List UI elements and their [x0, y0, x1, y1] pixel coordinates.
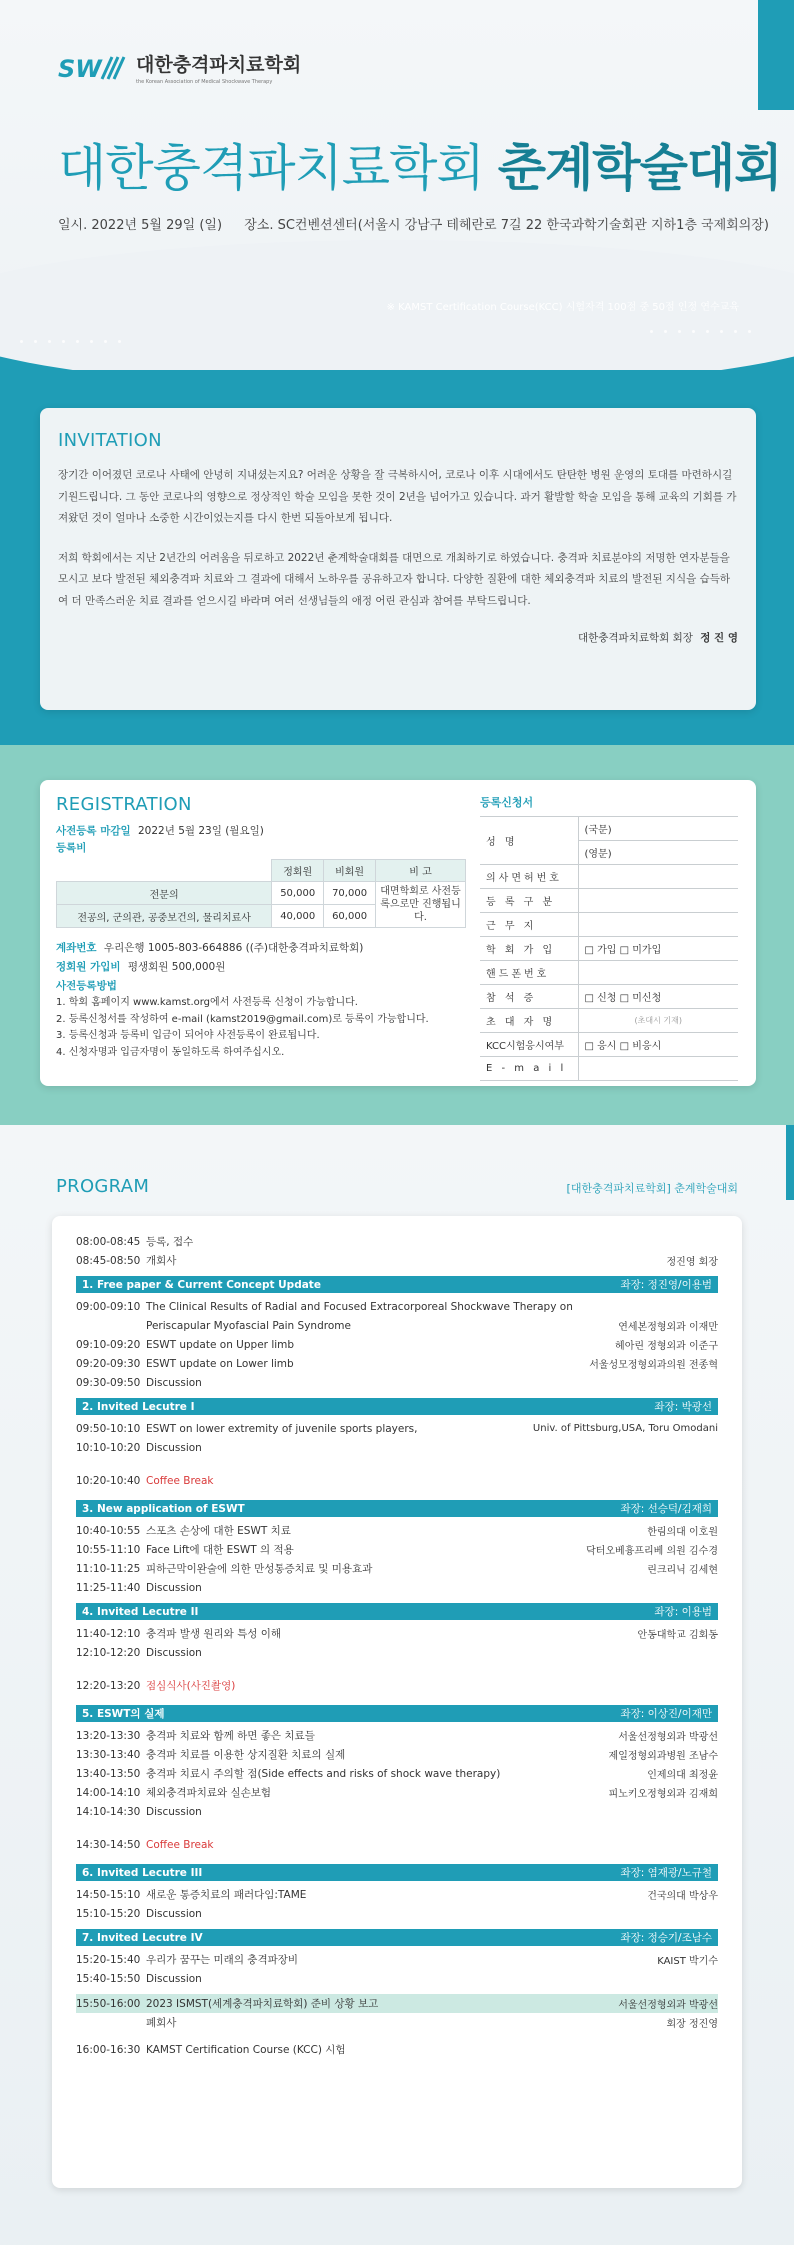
break-title: Coffee Break	[146, 1474, 214, 1487]
session-header	[76, 1276, 718, 1293]
schedule-row	[76, 1297, 718, 1316]
row-title: 등록, 접수	[146, 1236, 194, 1248]
form-label-inviter: 초 대 자 명	[480, 1009, 578, 1033]
sessions	[76, 1276, 718, 1988]
row-title: ESWT update on Upper limb	[146, 1338, 295, 1351]
fee-member: 40,000	[272, 905, 324, 928]
form-label-email: E - m a i l	[480, 1057, 578, 1081]
dot-pattern-bottom	[640, 2180, 746, 2183]
row-speaker: 제일정형외과병원 조남수	[608, 1751, 718, 1762]
dot-pattern-right	[650, 330, 756, 333]
event-date: 일시. 2022년 5월 29일 (일)	[58, 218, 223, 233]
row-time: 14:30-14:50	[76, 1838, 141, 1851]
schedule-row	[76, 1521, 718, 1540]
row-title: 피하근막이완술에 의한 만성통증치료 및 미용효과	[146, 1563, 373, 1575]
fee-member: 50,000	[272, 882, 324, 905]
row-time: 09:30-09:50	[76, 1376, 141, 1389]
form-field-name-kr[interactable]: (국문)	[578, 817, 738, 841]
row-title: The Clinical Results of Radial and Focused Extracorporeal Shockwave Therapy on	[146, 1300, 573, 1313]
row-speaker: 린크리닉 김세현	[647, 1565, 718, 1576]
method-item: 4. 신청자명과 입금자명이 동일하도록 하여주십시오.	[56, 1046, 285, 1058]
schedule-row	[76, 1969, 718, 1988]
row-title: Discussion	[146, 1376, 202, 1389]
break-row	[76, 1676, 718, 1695]
row-title: 새로운 통증치료의 패러다임:TAME	[146, 1889, 307, 1901]
schedule-row	[76, 1624, 718, 1643]
schedule-row	[76, 1373, 718, 1392]
row-title: Discussion	[146, 1581, 202, 1594]
row-time: 09:00-09:10	[76, 1300, 141, 1313]
row-time: 09:10-09:20	[76, 1338, 141, 1351]
schedule-row	[76, 1643, 718, 1662]
row-title: 폐회사	[146, 2017, 177, 2029]
form-label-license: 의사면허번호	[480, 865, 578, 889]
form-field-kcc[interactable]: □ 응시 □ 비응시	[578, 1033, 738, 1057]
schedule-row	[76, 1559, 718, 1578]
deadline-value: 2022년 5월 23일 (월요일)	[138, 825, 264, 837]
row-time: 14:10-14:30	[76, 1805, 141, 1818]
fee-label: 등록비	[56, 842, 87, 854]
form-label-type: 등 록 구 분	[480, 889, 578, 913]
schedule-row	[76, 1904, 718, 1923]
form-label-workplace: 근 무 지	[480, 913, 578, 937]
title-event: 춘계학술대회	[497, 139, 782, 197]
row-time: 10:55-11:10	[76, 1543, 141, 1556]
fee-nonmember: 70,000	[324, 882, 376, 905]
row-time: 13:40-13:50	[76, 1767, 141, 1780]
signature-title: 대한충격파치료학회 회장	[577, 632, 693, 645]
session-header	[76, 1398, 718, 1415]
invitation-signature	[58, 630, 738, 645]
row-time: 11:10-11:25	[76, 1562, 141, 1575]
invitation-paragraph-1: 장기간 이어졌던 코로나 사태에 안녕히 지내셨는지요? 어려운 상황을 잘 극복하시어, 코로나 이후 시대에서도 탄탄한 병원 운영의 토대를 마련하시길 기원드립니다. 그 동안 코로나의 영향으로 정상적인 학술 모임을 못한 것이 2년을 넘어가고 있습니다. 과거 활발할 학술 모임을 통해 교육의 기회를 가져왔던 것이 얼마나 소중한 시간이었는지를 다시 한번 되돌아보게 됩니다.	[58, 469, 737, 525]
row-title: 개회사	[146, 1255, 177, 1267]
session-chair: 좌장: 이상진/이재만	[620, 1708, 712, 1720]
schedule-row	[76, 1578, 718, 1597]
session-header	[76, 1603, 718, 1620]
row-speaker: 건국의대 박상우	[647, 1891, 718, 1902]
row-speaker: 연세본정형외과 이재만	[618, 1322, 718, 1333]
form-field-email[interactable]	[578, 1057, 738, 1081]
row-time: 15:40-15:50	[76, 1972, 141, 1985]
row-title: Discussion	[146, 1646, 202, 1659]
row-time: 10:20-10:40	[76, 1474, 141, 1487]
form-field-workplace[interactable]	[578, 913, 738, 937]
membership-value: 평생회원 500,000원	[127, 961, 226, 973]
schedule-row	[76, 1438, 718, 1457]
fee-type: 전문의	[57, 882, 272, 905]
row-time: 15:20-15:40	[76, 1953, 141, 1966]
form-field-type[interactable]	[578, 889, 738, 913]
fee-type: 전공의, 군의관, 공중보건의, 물리치료사	[57, 905, 272, 928]
session-chair: 좌장: 정진영/이용범	[620, 1279, 712, 1291]
row-time: 10:10-10:20	[76, 1441, 141, 1454]
sw-logo-icon	[58, 53, 128, 83]
schedule-row	[76, 1726, 718, 1745]
row-time: 14:00-14:10	[76, 1786, 141, 1799]
row-speaker: 헤아린 정형외과 이준구	[615, 1341, 718, 1352]
session-chair: 좌장: 이용범	[654, 1606, 712, 1618]
fee-header-blank	[57, 860, 272, 882]
deadline-label: 사전등록 마감일	[56, 825, 131, 837]
row-time: 12:20-13:20	[76, 1679, 141, 1692]
fee-nonmember: 60,000	[324, 905, 376, 928]
session-title: 5. ESWT의 실제	[82, 1708, 165, 1720]
schedule-row	[76, 1802, 718, 1821]
form-field-inviter[interactable]: (초대시 기재)	[578, 1009, 738, 1033]
row-title: 2023 ISMST(세계충격파치료학회) 준비 상황 보고	[146, 1998, 379, 2010]
schedule-row	[76, 1764, 718, 1783]
row-title: ESWT update on Lower limb	[146, 1357, 294, 1370]
program-schedule	[76, 1232, 718, 2059]
break-row	[76, 1835, 718, 1854]
row-time: 13:30-13:40	[76, 1748, 141, 1761]
row-speaker: Univ. of Pittsburg,USA, Toru Omodani	[532, 1423, 718, 1434]
row-time: 10:40-10:55	[76, 1524, 141, 1537]
row-title: ESWT on lower extremity of juvenile sports players,	[146, 1422, 418, 1435]
program-corner-accent	[786, 1125, 794, 1200]
program-event-label: [대한충격파치료학회] 춘계학술대회	[566, 1182, 738, 1195]
row-speaker: KAIST 박기수	[657, 1956, 718, 1967]
schedule-row	[76, 1783, 718, 1802]
event-info	[58, 214, 769, 233]
certification-note: ※ KAMST Certification Course(KCC) 시험자격 100점 중 50점 인정 연수교육	[386, 302, 739, 313]
row-title: Discussion	[146, 1805, 202, 1818]
schedule-row	[76, 1232, 718, 1251]
session-chair: 좌장: 정승기/조남수	[620, 1932, 712, 1944]
schedule-row	[76, 1745, 718, 1764]
row-time: 08:00-08:45	[76, 1235, 141, 1248]
method-item: 1. 학회 홈페이지 www.kamst.org에서 사전등록 신청이 가능합니다.	[56, 997, 358, 1008]
schedule-row	[76, 1419, 718, 1438]
form-label-name: 성 명	[480, 817, 578, 865]
form-label-phone: 핸드폰번호	[480, 961, 578, 985]
row-title: 충격파 발생 원리와 특성 이해	[146, 1628, 282, 1640]
row-time: 15:10-15:20	[76, 1907, 141, 1920]
schedule-row	[76, 1335, 718, 1354]
session-chair: 좌장: 박광선	[654, 1401, 712, 1413]
row-time: 09:50-10:10	[76, 1422, 141, 1435]
schedule-row	[76, 1885, 718, 1904]
row-time: 16:00-16:30	[76, 2043, 141, 2056]
form-field-membership[interactable]: □ 가입 □ 미가입	[578, 937, 738, 961]
title-society: 대한충격파치료학회	[58, 139, 484, 197]
row-speaker: 닥터오베흉프리베 의원 김수경	[586, 1546, 718, 1557]
invitation-card	[40, 408, 756, 710]
logo-subtitle: the Korean Association of Medical Shockwave Therapy	[136, 79, 273, 85]
schedule-row	[76, 1950, 718, 1969]
logo-name: 대한충격파치료학회	[136, 54, 302, 76]
row-time: 08:45-08:50	[76, 1254, 141, 1267]
row-speaker: 서울선정형외과 박광선	[618, 1732, 718, 1743]
application-form	[480, 794, 738, 1081]
form-field-badge[interactable]: □ 신청 □ 미신청	[578, 985, 738, 1009]
schedule-row-highlight	[76, 1994, 718, 2013]
schedule-row	[76, 2013, 718, 2032]
session-header	[76, 1500, 718, 1517]
row-title: 충격파 치료와 함께 하면 좋은 치료들	[146, 1730, 315, 1742]
registration-heading: REGISTRATION	[56, 794, 192, 815]
row-title: 충격파 치료를 이용한 상지질환 치료의 실제	[146, 1749, 346, 1761]
invitation-paragraph-2: 저희 학회에서는 지난 2년간의 어려움을 뒤로하고 2022년 춘계학술대회를 대면으로 개최하기로 하였습니다. 충격파 치료분야의 저명한 연자분들을 모시고 보다 발전된 체외충격파 치료와 그 결과에 대해서 노하우를 공유하고자 합니다. 다양한 질환에 대한 체외충격파 치료의 발전된 지식을 습득하여 더 만족스러운 치료 결과를 얻으시길 바라며 여러 선생님들의 애정 어린 관심과 참여를 부탁드립니다.	[58, 551, 730, 607]
row-time: 11:40-12:10	[76, 1627, 141, 1640]
session-chair: 좌장: 염재광/노규철	[620, 1867, 712, 1879]
row-speaker: 서울선정형외과 박광선	[618, 2000, 718, 2011]
form-label-badge: 참 석 증	[480, 985, 578, 1009]
break-title: Coffee Break	[146, 1838, 214, 1851]
row-speaker: 인제의대 최정윤	[647, 1770, 718, 1781]
society-logo	[58, 50, 301, 85]
row-speaker: 서울성모정형외과의원 전종혁	[589, 1360, 718, 1371]
row-title: 스포츠 손상에 대한 ESWT 치료	[146, 1525, 291, 1537]
session-title: 6. Invited Lecutre III	[82, 1866, 203, 1879]
row-title: 우리가 꿈꾸는 미래의 충격파장비	[146, 1954, 299, 1966]
session-title: 2. Invited Lecutre I	[82, 1400, 195, 1413]
form-field-license[interactable]	[578, 865, 738, 889]
form-table	[480, 816, 738, 1081]
row-title: Discussion	[146, 1907, 202, 1920]
row-time: 14:50-15:10	[76, 1888, 141, 1901]
event-title	[58, 128, 782, 200]
registration-card	[40, 780, 756, 1086]
session-title: 3. New application of ESWT	[82, 1502, 245, 1515]
schedule-row	[76, 1251, 718, 1270]
schedule-row	[76, 1540, 718, 1559]
row-speaker: 안동대학교 김회동	[637, 1630, 718, 1641]
session-header	[76, 1705, 718, 1722]
hero-banner	[0, 0, 794, 370]
break-row	[76, 1471, 718, 1490]
fee-header-member: 정회원	[272, 860, 324, 882]
schedule-row	[76, 1354, 718, 1373]
method-item: 3. 등록신청과 등록비 입금이 되어야 사전등록이 완료됩니다.	[56, 1030, 320, 1041]
session-header	[76, 1929, 718, 1946]
schedule-row	[76, 2040, 718, 2059]
method-label: 사전등록방법	[56, 980, 117, 992]
dot-pattern-left	[20, 340, 126, 343]
event-venue: 장소. SC컨벤션센터(서울시 강남구 테헤란로 7길 22 한국과학기술회관 지하1층 국제회의장)	[244, 218, 769, 233]
session-title: 7. Invited Lecutre IV	[82, 1931, 203, 1944]
method-item: 2. 등록신청서를 작성하여 e-mail (kamst2019@gmail.com)로 등록이 가능합니다.	[56, 1013, 429, 1025]
fee-table	[56, 859, 466, 928]
row-time: 13:20-13:30	[76, 1729, 141, 1742]
svg-text:SW: SW	[58, 54, 102, 83]
corner-accent	[758, 0, 794, 110]
signature-name: 정 진 영	[700, 632, 738, 645]
row-speaker: 피노키오정형외과 김재희	[608, 1789, 718, 1800]
account-label: 계좌번호	[56, 942, 97, 954]
form-heading: 등록신청서	[480, 796, 534, 809]
row-title: Discussion	[146, 1972, 202, 1985]
membership-label: 정회원 가입비	[56, 961, 121, 973]
row-time: 15:50-16:00	[76, 1997, 141, 2010]
form-field-phone[interactable]	[578, 961, 738, 985]
row-speaker: 한림의대 이호원	[647, 1527, 718, 1538]
session-header	[76, 1864, 718, 1881]
row-title: Discussion	[146, 1441, 202, 1454]
session-title: 4. Invited Lecutre II	[82, 1605, 199, 1618]
form-field-name-en[interactable]: (영문)	[578, 841, 738, 865]
row-title: Face Lift에 대한 ESWT 의 적용	[146, 1544, 294, 1556]
row-title: 충격파 치료시 주의할 점(Side effects and risks of shock wave therapy)	[146, 1768, 501, 1780]
fee-note: 대면학회로 사전등록으로만 진행됩니다.	[376, 882, 466, 928]
row-title: 체외충격파치료와 실손보험	[146, 1787, 272, 1799]
program-heading: PROGRAM	[56, 1176, 150, 1197]
row-title: KAMST Certification Course (KCC) 시험	[146, 2044, 346, 2056]
account-value: 우리은행 1005-803-664886 ((주)대한충격파치료학회)	[103, 942, 364, 954]
row-time: 12:10-12:20	[76, 1646, 141, 1659]
schedule-row	[76, 1316, 718, 1335]
row-time: 09:20-09:30	[76, 1357, 141, 1370]
fee-header-note: 비 고	[376, 860, 466, 882]
invitation-heading: INVITATION	[58, 430, 162, 451]
form-label-membership: 학 회 가 입	[480, 937, 578, 961]
row-speaker: 정진영 회장	[666, 1257, 718, 1268]
form-label-kcc: KCC시험응시여부	[480, 1033, 578, 1057]
session-title: 1. Free paper & Current Concept Update	[82, 1278, 321, 1291]
row-speaker: 회장 정진영	[666, 2019, 718, 2030]
row-time: 11:25-11:40	[76, 1581, 141, 1594]
fee-header-nonmember: 비회원	[324, 860, 376, 882]
row-title: Periscapular Myofascial Pain Syndrome	[146, 1319, 351, 1332]
break-title: 점심식사(사진촬영)	[146, 1680, 236, 1692]
session-chair: 좌장: 선승덕/김재희	[620, 1503, 712, 1515]
